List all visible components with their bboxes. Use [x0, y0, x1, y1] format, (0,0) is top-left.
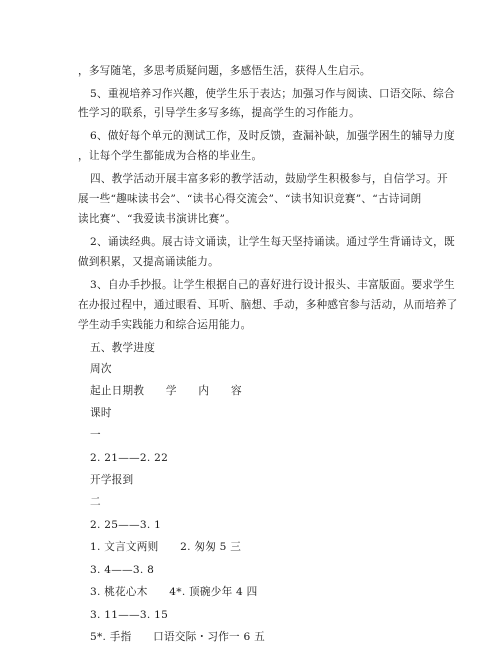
text-line: 四、教学活动开展丰富多彩的教学活动，鼓励学生积极参与，自信学习。开 [90, 173, 448, 185]
text-line: 展一些“趣味读书会”、“读书心得交流会”、“读书知识竞赛”、“古诗词朗 [78, 193, 422, 205]
text-line: 2、诵读经典。展古诗文诵读，让学生每天坚持诵读。通过学生背诵诗文，既 [90, 236, 455, 248]
table-cell: 周次 [90, 363, 112, 375]
text-line: 6、做好每个单元的测试工作，及时反馈，查漏补缺，加强学困生的辅导力度 [90, 130, 455, 142]
text-line: 3、自办手抄报。让学生根据自己的喜好进行设计报头、丰富版面。要求学生 [90, 279, 455, 291]
text-line: ，让每个学生都能成为合格的毕业生。 [78, 150, 263, 162]
table-cell: 起止日期教 学 内 容 [90, 385, 242, 397]
table-cell: 开学报到 [90, 474, 134, 486]
table-cell: 2. 21——2. 22 [90, 452, 169, 464]
section-heading: 五、教学进度 [90, 342, 156, 354]
text-line: 性学习的联系，引导学生多写多练，提高学生的习作能力。 [78, 107, 360, 119]
table-cell: 2. 25——3. 1 [90, 519, 162, 531]
text-line: 在办报过程中，通过眼看、耳听、脑想、手动，多种感官参与活动，从而培养了 [78, 299, 458, 311]
table-cell: 一 [90, 429, 101, 441]
table-cell: 二 [90, 496, 101, 508]
table-cell: 课时 [90, 407, 112, 419]
text-line: 做到积累，又提高诵读能力。 [78, 256, 219, 268]
text-line: 读比赛”、“我爱读书演讲比赛”。 [78, 213, 236, 225]
table-cell: 3. 4——3. 8 [90, 564, 155, 576]
table-cell: 5*. 手指 口语交际・习作一 6 五 [90, 631, 265, 643]
text-line: 5、重视培养习作兴趣，使学生乐于表达；加强习作与阅读、口语交际、综合 [90, 88, 455, 100]
table-cell: 3. 11——3. 15 [90, 609, 169, 621]
text-line: ，多写随笔，多思考质疑问题，多感悟生活，获得人生启示。 [78, 65, 371, 77]
text-line: 学生动手实践能力和综合运用能力。 [78, 319, 252, 331]
table-cell: 3. 桃花心木 4*. 顶碗少年 4 四 [90, 586, 258, 598]
table-cell: 1. 文言文两则 2. 匆匆 5 三 [90, 541, 242, 553]
